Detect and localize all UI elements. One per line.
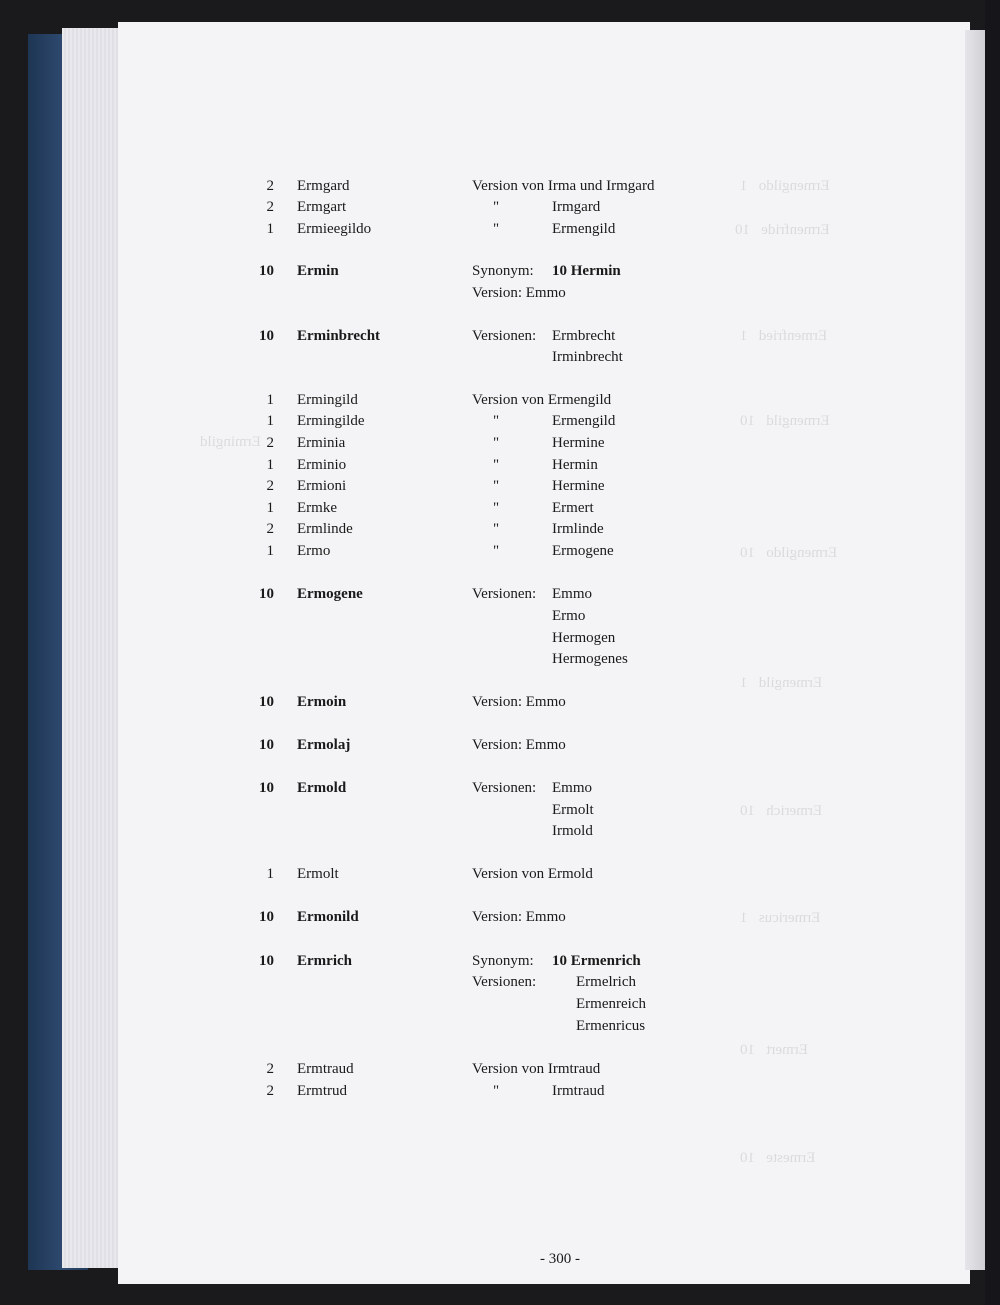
entry-frequency: 10 — [259, 953, 274, 969]
bleed-through: Ermenfried 1 — [740, 328, 828, 344]
entry-relation: Version: Emmo — [472, 285, 566, 301]
bleed-through: Ermengild 1 — [740, 675, 823, 691]
entry-reference: Irminbrecht — [552, 349, 623, 365]
entry-relation: " — [493, 199, 500, 215]
entry-reference: Irmlinde — [552, 521, 604, 537]
entry-frequency: 10 — [259, 909, 274, 925]
entry-frequency: 1 — [266, 500, 274, 516]
entry-name: Ermgart — [297, 199, 347, 215]
entry-name: Ermin — [297, 263, 339, 279]
entry-frequency: 10 — [259, 263, 274, 279]
page-edges — [62, 28, 122, 1268]
entry-reference: Ermert — [552, 500, 594, 516]
entry-reference: Hermine — [552, 435, 605, 451]
entry-reference: Ermelrich — [576, 974, 636, 990]
entry-relation: " — [493, 521, 500, 537]
entry-frequency: 10 — [259, 780, 274, 796]
entry-reference: Hermin — [552, 457, 598, 473]
entry-reference: 10 Hermin — [552, 263, 621, 279]
bleed-through: Ermengild 10 — [740, 413, 830, 429]
background-edge — [985, 0, 1000, 1305]
entry-name: Ermlinde — [297, 521, 353, 537]
bleed-through: Ermericus 1 — [740, 910, 821, 926]
entry-name: Ermo — [297, 543, 331, 559]
entry-reference: Irmgard — [552, 199, 601, 215]
entry-reference: Ermogene — [552, 543, 614, 559]
entry-name: Ermgard — [297, 178, 350, 194]
entry-relation: " — [493, 221, 500, 237]
entry-relation: Versionen: — [472, 586, 537, 602]
bleed-through: Ermengildo 10 — [740, 545, 838, 561]
entry-relation: " — [493, 413, 500, 429]
entry-frequency: 1 — [266, 866, 274, 882]
entry-name: Ermingild — [297, 392, 358, 408]
entry-reference: Hermine — [552, 478, 605, 494]
entry-name: Ermingilde — [297, 413, 365, 429]
entry-frequency: 10 — [259, 586, 274, 602]
entry-frequency: 1 — [266, 221, 274, 237]
entry-reference: Irmold — [552, 823, 593, 839]
entry-relation: Version von Irmtraud — [472, 1061, 601, 1077]
bleed-through: Ermerich 10 — [740, 803, 823, 819]
entry-name: Erminio — [297, 457, 347, 473]
entry-name: Ermtrud — [297, 1083, 347, 1099]
entry-reference: Ermbrecht — [552, 328, 616, 344]
entry-relation: Version: Emmo — [472, 694, 566, 710]
entry-relation: Version von Irma und Irmgard — [472, 178, 655, 194]
entry-reference: Hermogen — [552, 630, 616, 646]
entry-reference: Emmo — [552, 586, 592, 602]
entry-reference: Ermengild — [552, 221, 616, 237]
entry-reference: 10 Ermenrich — [552, 953, 641, 969]
bleed-through: Ermengildo 1 — [740, 178, 830, 194]
entry-frequency: 2 — [266, 1061, 274, 1077]
entry-reference: Hermogenes — [552, 651, 628, 667]
entry-relation: Versionen: — [472, 780, 537, 796]
right-page-edge — [965, 30, 985, 1270]
entry-name: Ermogene — [297, 586, 363, 602]
entry-name: Ermieegildo — [297, 221, 372, 237]
entry-frequency: 2 — [266, 478, 274, 494]
entry-name: Ermke — [297, 500, 337, 516]
entry-frequency: 2 — [266, 435, 274, 451]
entry-frequency: 1 — [266, 457, 274, 473]
entry-relation: Versionen: — [472, 328, 537, 344]
entry-relation: " — [493, 478, 500, 494]
entry-name: Ermioni — [297, 478, 347, 494]
bleed-through: Ermingild — [200, 434, 261, 450]
entry-relation: Version von Ermold — [472, 866, 593, 882]
entry-frequency: 10 — [259, 694, 274, 710]
entry-name: Ermoin — [297, 694, 347, 710]
entry-reference: Ermo — [552, 608, 586, 624]
entry-name: Ermtraud — [297, 1061, 354, 1077]
entry-frequency: 1 — [266, 543, 274, 559]
entry-reference: Ermenreich — [576, 996, 646, 1012]
page-number: - 300 - — [540, 1251, 580, 1267]
entry-reference: Emmo — [552, 780, 592, 796]
entry-name: Erminia — [297, 435, 346, 451]
entry-relation: " — [493, 1083, 500, 1099]
entry-frequency: 2 — [266, 199, 274, 215]
entry-relation: " — [493, 543, 500, 559]
bleed-through: Ermenfride 10 — [735, 222, 830, 238]
entry-name: Ermold — [297, 780, 347, 796]
entry-relation: Versionen: — [472, 974, 537, 990]
bleed-through: Ermeste 10 — [740, 1150, 816, 1166]
entry-frequency: 2 — [266, 521, 274, 537]
entry-frequency: 10 — [259, 737, 274, 753]
entry-reference: Ermenricus — [576, 1018, 646, 1034]
entry-name: Ermonild — [297, 909, 359, 925]
entry-relation: Synonym: — [472, 263, 534, 279]
entry-name: Erminbrecht — [297, 328, 381, 344]
entry-name: Ermolt — [297, 866, 339, 882]
entry-reference: Irmtraud — [552, 1083, 605, 1099]
entry-name: Ermolaj — [297, 737, 351, 753]
entry-relation: Version von Ermengild — [472, 392, 612, 408]
entry-reference: Ermengild — [552, 413, 616, 429]
entry-frequency: 1 — [266, 392, 274, 408]
entry-name: Ermrich — [297, 953, 352, 969]
entry-frequency: 2 — [266, 178, 274, 194]
entry-reference: Ermolt — [552, 802, 594, 818]
entry-relation: Synonym: — [472, 953, 534, 969]
entry-relation: " — [493, 435, 500, 451]
entry-frequency: 10 — [259, 328, 274, 344]
entry-frequency: 1 — [266, 413, 274, 429]
entry-relation: Version: Emmo — [472, 909, 566, 925]
entry-relation: " — [493, 457, 500, 473]
entry-frequency: 2 — [266, 1083, 274, 1099]
entry-relation: " — [493, 500, 500, 516]
bleed-through: Ermert 10 — [740, 1042, 808, 1058]
entry-relation: Version: Emmo — [472, 737, 566, 753]
